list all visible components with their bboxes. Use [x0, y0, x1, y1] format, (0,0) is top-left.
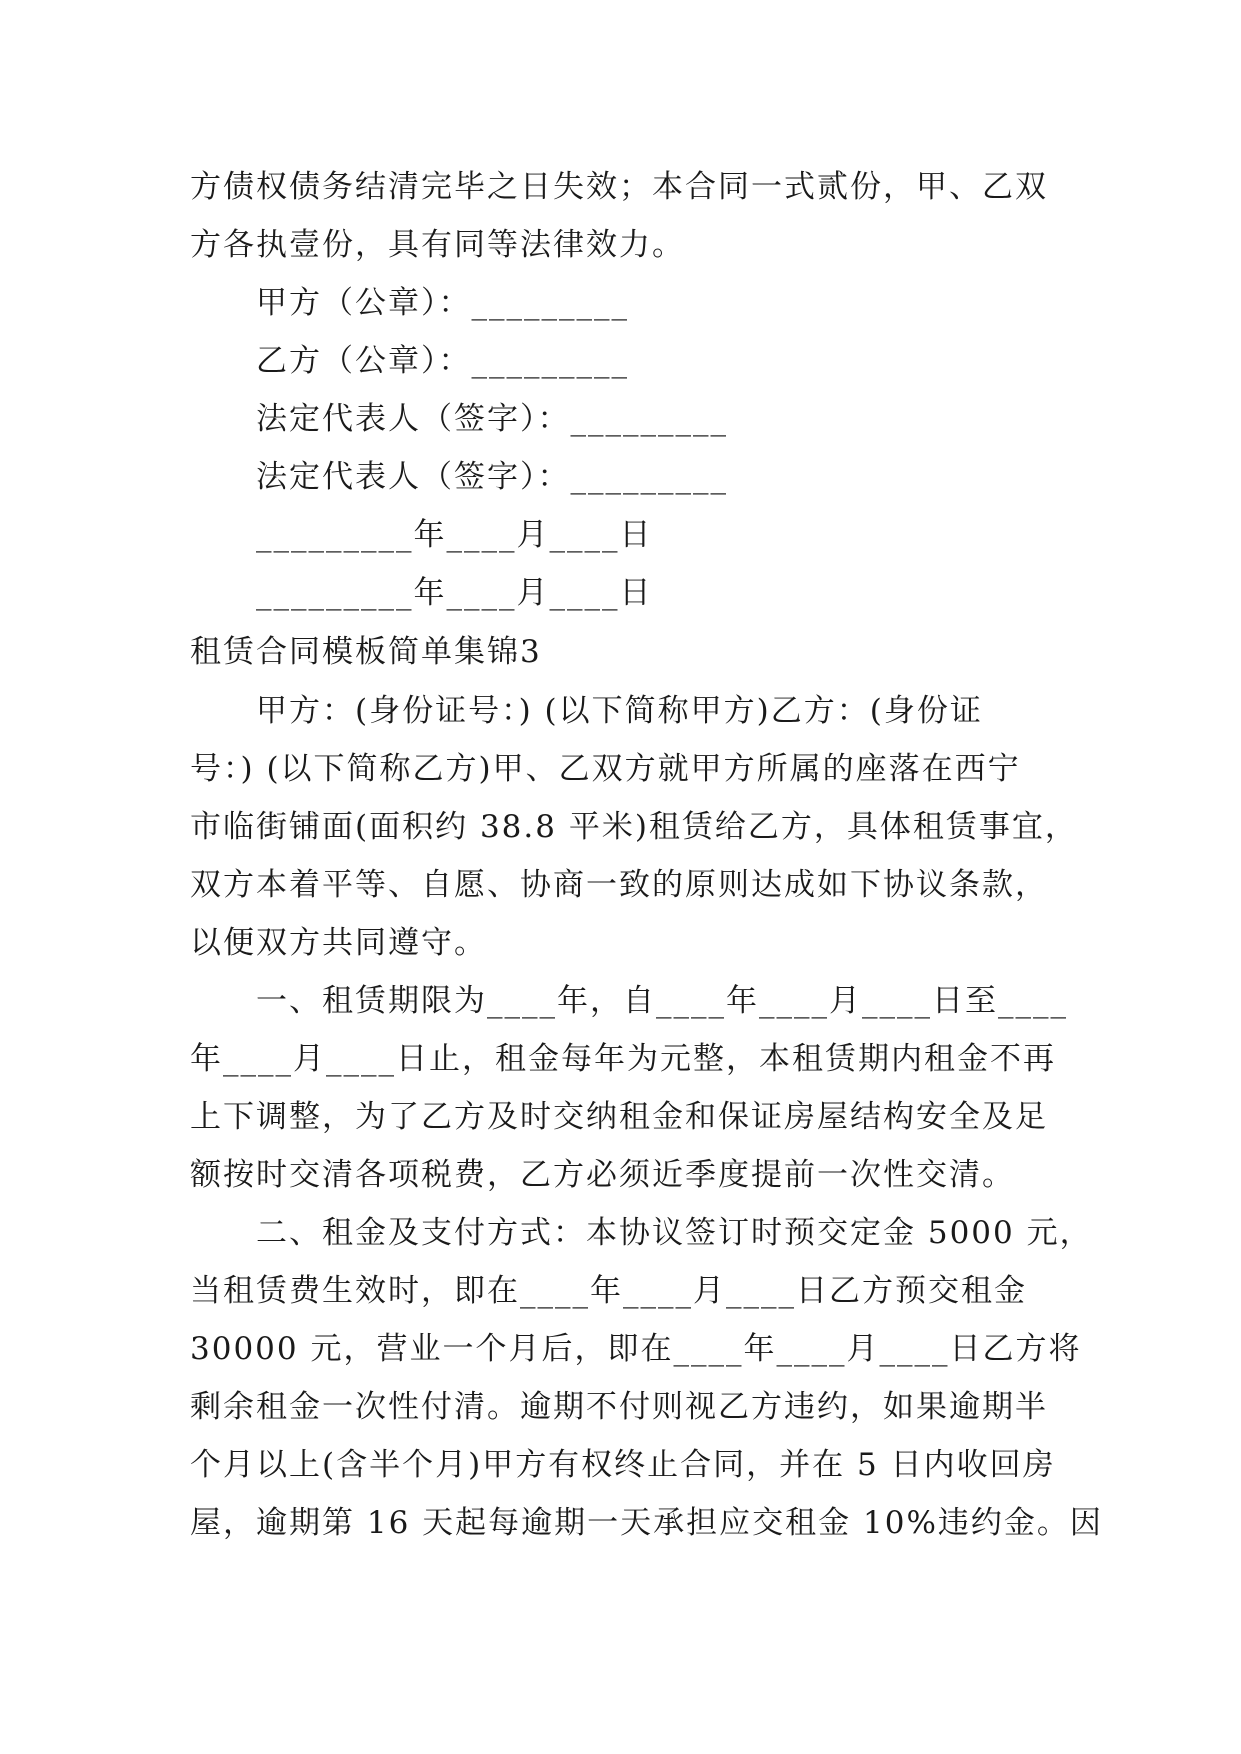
clause-2-line: 30000 元，营业一个月后，即在____年____月____日乙方将	[190, 1331, 1082, 1367]
clause-2-line: 当租赁费生效时，即在____年____月____日乙方预交租金	[190, 1273, 1027, 1309]
clause-1-line: 额按时交清各项税费，乙方必须近季度提前一次性交清。	[190, 1157, 1015, 1193]
clause-2-line: 个月以上(含半个月)甲方有权终止合同，并在 5 日内收回房	[190, 1447, 1056, 1483]
section-heading: 租赁合同模板简单集锦3	[190, 634, 542, 670]
text-line: 方债权债务结清完毕之日失效；本合同一式贰份，甲、乙双	[190, 169, 1048, 205]
clause-1-line: 一、租赁期限为____年，自____年____月____日至____	[256, 983, 1068, 1019]
clause-1-line: 年____月____日止，租金每年为元整，本租赁期内租金不再	[190, 1041, 1056, 1077]
paragraph-line: 号：) (以下简称乙方)甲、乙双方就甲方所属的座落在西宁	[190, 751, 1021, 787]
signature-line-representative: 法定代表人（签字）：_________	[256, 401, 728, 437]
clause-2-line: 剩余租金一次性付清。逾期不付则视乙方违约，如果逾期半	[190, 1389, 1048, 1425]
paragraph-line: 市临街铺面(面积约 38.8 平米)租赁给乙方，具体租赁事宜，	[190, 809, 1078, 845]
seal-line-party-a: 甲方（公章）：_________	[256, 285, 629, 321]
document-body	[190, 158, 1103, 1552]
clause-2-line: 屋，逾期第 16 天起每逾期一天承担应交租金 10%违约金。因	[190, 1505, 1103, 1541]
paragraph-line: 甲方：(身份证号：) (以下简称甲方)乙方：(身份证	[256, 693, 983, 729]
date-line: _________年____月____日	[256, 575, 653, 611]
signature-line-representative: 法定代表人（签字）：_________	[256, 459, 728, 495]
seal-line-party-b: 乙方（公章）：_________	[256, 343, 629, 379]
clause-2-line: 二、租金及支付方式：本协议签订时预交定金 5000 元，	[256, 1215, 1093, 1251]
date-line: _________年____月____日	[256, 517, 653, 553]
clause-1-line: 上下调整，为了乙方及时交纳租金和保证房屋结构安全及足	[190, 1099, 1048, 1135]
paragraph-line: 双方本着平等、自愿、协商一致的原则达成如下协议条款，	[190, 867, 1048, 903]
text-line: 方各执壹份，具有同等法律效力。	[190, 227, 685, 263]
paragraph-line: 以便双方共同遵守。	[190, 925, 487, 961]
